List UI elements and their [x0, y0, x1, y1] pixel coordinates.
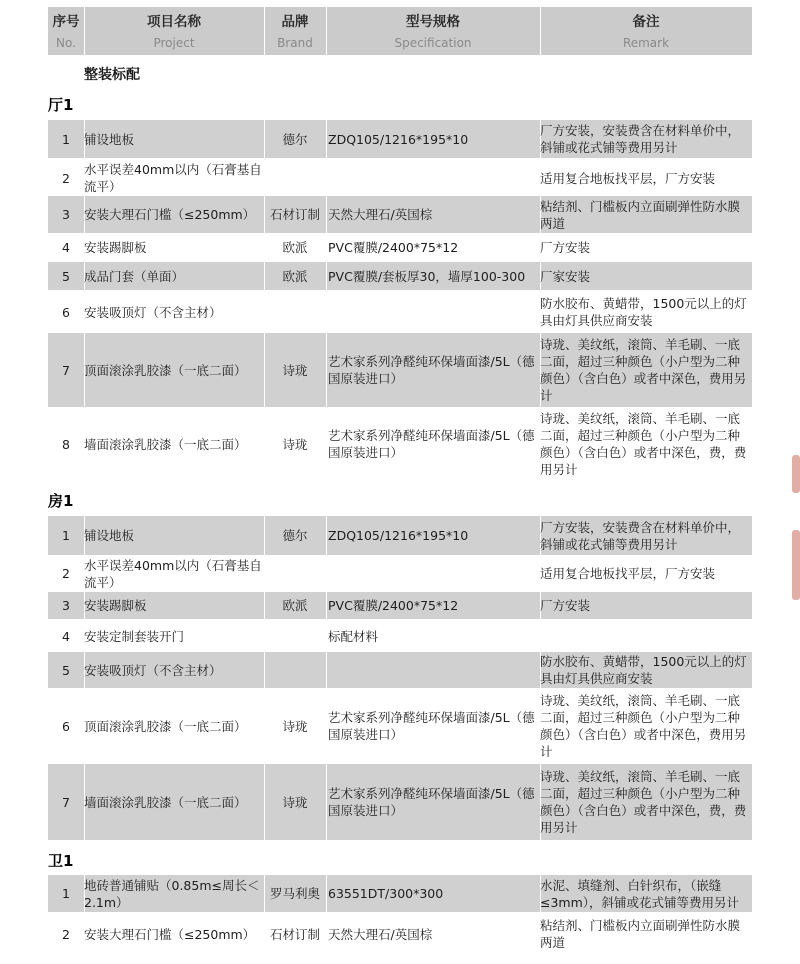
- table-row: [0, 516, 800, 555]
- cell-project: [84, 262, 264, 290]
- cell-brand-text: 欧派: [282, 240, 308, 255]
- cell-specification-text: ZDQ105/1216*195*10: [328, 131, 469, 147]
- cell-specification-text: 63551DT/300*300: [328, 886, 444, 901]
- table-header: [48, 7, 752, 55]
- cell-project-text: 安装踢脚板: [84, 240, 147, 255]
- cell-project: [84, 407, 264, 481]
- cell-specification: [328, 620, 540, 652]
- cell-remark: [540, 592, 752, 619]
- cell-specification: [328, 333, 540, 407]
- table-row: [0, 652, 800, 688]
- cell-remark: [540, 555, 752, 592]
- cell-project-text: 成品门套（单面）: [84, 268, 185, 284]
- cell-project: [84, 291, 264, 333]
- cell-specification-text: PVC覆膜/套板厚30，墙厚100-300: [328, 268, 526, 284]
- cell-number-text: 4: [62, 628, 70, 644]
- header-brand: 品牌 Brand: [277, 14, 313, 50]
- cell-project: [84, 159, 264, 197]
- cell-specification: [328, 233, 540, 262]
- cell-remark-text: 厂方安装: [540, 240, 591, 255]
- cell-brand: [264, 333, 326, 407]
- cell-brand: [264, 555, 326, 592]
- cell-number: [48, 233, 84, 262]
- cell-specification-text: ZDQ105/1216*195*10: [328, 528, 469, 543]
- table-row: [0, 912, 800, 956]
- cell-remark-text: 诗珑、美纹纸，滚筒、羊毛刷、一底二面，超过三种颜色（小户型为二种颜色）（含白色）或者中深色，费用另计: [540, 693, 747, 759]
- cell-project: [84, 333, 264, 407]
- cell-remark-text: 防水胶布、黄蜡带，1500元以上的灯具由灯具供应商安装: [540, 654, 747, 686]
- cell-remark-text: 粘结剂、门槛板内立面刷弹性防水膜两道: [540, 198, 741, 231]
- section-title: 厅1: [48, 96, 74, 114]
- table-row: [0, 875, 800, 912]
- cell-specification: [328, 291, 540, 333]
- table-row: [0, 233, 800, 262]
- cell-specification-text: PVC覆膜/2400*75*12: [328, 240, 459, 255]
- cell-specification: [328, 764, 540, 840]
- cell-remark-text: 诗珑、美纹纸，滚筒、羊毛刷、一底二面，超过三种颜色（小户型为二种颜色）（含白色）或者中深色，费，费用另计: [540, 411, 747, 477]
- cell-brand: [264, 407, 326, 481]
- cell-project: [84, 196, 264, 233]
- cell-number-text: 2: [62, 566, 70, 581]
- cell-number-text: 1: [62, 131, 70, 147]
- cell-number: [48, 407, 84, 481]
- table-row: [0, 120, 800, 158]
- cell-brand: [264, 652, 326, 688]
- cell-specification: [328, 516, 540, 555]
- cell-specification-text: 艺术家系列净醛纯环保墙面漆/5L（德国原装进口）: [328, 710, 535, 742]
- cell-brand: [264, 120, 326, 158]
- cell-number: [48, 652, 84, 688]
- cell-brand: [264, 620, 326, 652]
- table-row: [0, 333, 800, 407]
- cell-remark-text: 诗珑、美纹纸，滚筒、羊毛刷、一底二面，超过三种颜色（小户型为二种颜色）（含白色）或者中深色，费用另计: [540, 337, 747, 403]
- cell-specification: [328, 912, 540, 956]
- cell-brand-text: 石材订制: [269, 207, 320, 222]
- cell-brand: [264, 688, 326, 764]
- cell-brand: [264, 875, 326, 912]
- cell-project-text: 地砖普通铺贴（0.85m≤周长＜2.1m）: [84, 877, 260, 910]
- cell-number-text: 4: [62, 240, 70, 255]
- cell-number-text: 7: [62, 794, 70, 810]
- cell-brand: [264, 262, 326, 290]
- cell-project-text: 安装吸顶灯（不含主材）: [84, 304, 222, 320]
- cell-project: [84, 555, 264, 592]
- cell-brand: [264, 912, 326, 956]
- header-remark: 备注 Remark: [622, 14, 670, 50]
- section-title: 房1: [48, 492, 74, 510]
- cell-project: [84, 120, 264, 158]
- cell-project-text: 安装踢脚板: [84, 598, 147, 613]
- cell-number: [48, 516, 84, 555]
- cell-number: [48, 120, 84, 158]
- cell-remark: [540, 196, 752, 233]
- cell-brand-text: 德尔: [282, 528, 308, 543]
- cell-remark-text: 诗珑、美纹纸，滚筒、羊毛刷、一底二面，超过三种颜色（小户型为二种颜色）（含白色）或者中深色，费，费用另计: [540, 769, 747, 835]
- cell-project: [84, 652, 264, 688]
- cell-project-text: 顶面滚涂乳胶漆（一底二面）: [84, 362, 247, 378]
- cell-number: [48, 764, 84, 840]
- cell-remark: [540, 407, 752, 481]
- cell-specification-text: PVC覆膜/2400*75*12: [328, 598, 459, 613]
- cell-remark: [540, 912, 752, 956]
- cell-number-text: 7: [62, 362, 70, 378]
- cell-remark-text: 厂方安装，安装费含在材料单价中，斜铺或花式铺等费用另计: [540, 123, 741, 155]
- cell-remark: [540, 875, 752, 912]
- cell-remark: [540, 120, 752, 158]
- cell-brand-text: 诗珑: [282, 436, 308, 452]
- cell-number: [48, 592, 84, 619]
- cell-number-text: 1: [62, 886, 70, 901]
- package-subtitle: 整装标配: [84, 67, 140, 83]
- cell-specification-text: 天然大理石/英国棕: [328, 926, 433, 942]
- edge-artifact: [792, 455, 800, 493]
- header-specification: 型号规格 Specification: [394, 14, 472, 50]
- cell-project: [84, 764, 264, 840]
- cell-remark: [540, 159, 752, 197]
- cell-remark-text: 适用复合地板找平层，厂方安装: [540, 566, 716, 581]
- cell-specification: [328, 262, 540, 290]
- cell-number: [48, 555, 84, 592]
- cell-remark: [540, 262, 752, 290]
- cell-number: [48, 620, 84, 652]
- cell-remark-text: 粘结剂、门槛板内立面刷弹性防水膜两道: [540, 918, 741, 950]
- cell-remark: [540, 333, 752, 407]
- cell-project: [84, 516, 264, 555]
- cell-number-text: 5: [62, 662, 70, 678]
- table-row: [0, 555, 800, 592]
- cell-number: [48, 196, 84, 233]
- cell-project: [84, 620, 264, 652]
- cell-remark-text: 厂方安装，安装费含在材料单价中，斜铺或花式铺等费用另计: [540, 519, 741, 552]
- cell-brand-text: 诗珑: [282, 794, 308, 810]
- cell-brand: [264, 159, 326, 197]
- cell-specification: [328, 592, 540, 619]
- cell-project: [84, 912, 264, 956]
- cell-project-text: 铺设地板: [84, 131, 135, 147]
- header-project: 项目名称 Project: [147, 14, 201, 50]
- cell-brand: [264, 291, 326, 333]
- cell-remark: [540, 764, 752, 840]
- cell-project: [84, 875, 264, 912]
- cell-number-text: 3: [62, 598, 70, 613]
- cell-brand-text: 诗珑: [282, 718, 308, 734]
- cell-number-text: 6: [62, 718, 70, 734]
- cell-project-text: 顶面滚涂乳胶漆（一底二面）: [84, 718, 247, 734]
- cell-remark: [540, 652, 752, 688]
- cell-specification: [328, 120, 540, 158]
- cell-brand: [264, 592, 326, 619]
- cell-number-text: 5: [62, 268, 70, 284]
- cell-brand-text: 德尔: [282, 131, 308, 147]
- cell-specification: [328, 688, 540, 764]
- cell-brand-text: 诗珑: [282, 362, 308, 378]
- cell-brand: [264, 233, 326, 262]
- cell-specification-text: 艺术家系列净醛纯环保墙面漆/5L（德国原装进口）: [328, 354, 535, 386]
- cell-project-text: 安装定制套装开门: [84, 628, 185, 644]
- cell-number: [48, 291, 84, 333]
- cell-brand: [264, 516, 326, 555]
- cell-remark-text: 防水胶布、黄蜡带，1500元以上的灯具由灯具供应商安装: [540, 296, 747, 328]
- cell-project-text: 墙面滚涂乳胶漆（一底二面）: [84, 794, 247, 810]
- cell-number-text: 2: [62, 926, 70, 942]
- cell-specification: [328, 159, 540, 197]
- edge-artifact: [792, 530, 800, 600]
- cell-project: [84, 688, 264, 764]
- cell-project: [84, 592, 264, 619]
- header-no: 序号 No.: [52, 14, 80, 50]
- cell-brand-text: 罗马利奥: [269, 886, 320, 901]
- cell-specification-text: 天然大理石/英国棕: [328, 207, 433, 222]
- cell-number-text: 3: [62, 207, 70, 222]
- cell-remark: [540, 233, 752, 262]
- cell-number-text: 6: [62, 304, 70, 320]
- cell-number: [48, 875, 84, 912]
- cell-remark: [540, 516, 752, 555]
- cell-project-text: 安装大理石门槛（≤250mm）: [84, 926, 256, 942]
- cell-number: [48, 262, 84, 290]
- cell-specification-text: 艺术家系列净醛纯环保墙面漆/5L（德国原装进口）: [328, 428, 535, 460]
- cell-specification-text: 艺术家系列净醛纯环保墙面漆/5L（德国原装进口）: [328, 786, 535, 818]
- cell-project-text: 墙面滚涂乳胶漆（一底二面）: [84, 436, 247, 452]
- cell-project-text: 水平误差40mm以内（石膏基自流平）: [84, 557, 262, 590]
- table-row: [0, 196, 800, 233]
- cell-project-text: 铺设地板: [84, 528, 135, 543]
- table-row: [0, 407, 800, 481]
- cell-specification-text: 标配材料: [328, 628, 379, 644]
- table-row: [0, 592, 800, 619]
- cell-specification: [328, 652, 540, 688]
- cell-number-text: 1: [62, 528, 70, 543]
- cell-remark: [540, 291, 752, 333]
- table-row: [0, 620, 800, 652]
- cell-brand-text: 欧派: [282, 268, 308, 284]
- cell-number: [48, 688, 84, 764]
- cell-brand-text: 欧派: [282, 598, 308, 613]
- cell-specification: [328, 196, 540, 233]
- cell-remark: [540, 688, 752, 764]
- table-row: [0, 764, 800, 840]
- cell-project-text: 水平误差40mm以内（石膏基自流平）: [84, 162, 262, 194]
- section-title: 卫1: [48, 852, 74, 870]
- cell-specification: [328, 407, 540, 481]
- cell-number: [48, 912, 84, 956]
- cell-brand: [264, 764, 326, 840]
- cell-project-text: 安装大理石门槛（≤250mm）: [84, 207, 256, 222]
- cell-remark-text: 厂家安装: [540, 268, 591, 284]
- cell-remark-text: 厂方安装: [540, 598, 591, 613]
- table-row: [0, 688, 800, 764]
- cell-remark-text: 水泥、填缝剂、白针织布，（嵌缝≤3mm），斜铺或花式铺等费用另计: [540, 877, 740, 910]
- cell-number-text: 8: [62, 436, 70, 452]
- table-row: [0, 291, 800, 333]
- cell-remark: [540, 620, 752, 652]
- cell-project-text: 安装吸顶灯（不含主材）: [84, 662, 222, 678]
- cell-number: [48, 333, 84, 407]
- cell-project: [84, 233, 264, 262]
- cell-specification: [328, 555, 540, 592]
- cell-number: [48, 159, 84, 197]
- cell-brand-text: 石材订制: [269, 926, 320, 942]
- table-row: [0, 262, 800, 290]
- cell-specification: [328, 875, 540, 912]
- cell-brand: [264, 196, 326, 233]
- table-row: [0, 159, 800, 197]
- cell-remark-text: 适用复合地板找平层，厂方安装: [540, 170, 716, 186]
- cell-number-text: 2: [62, 170, 70, 186]
